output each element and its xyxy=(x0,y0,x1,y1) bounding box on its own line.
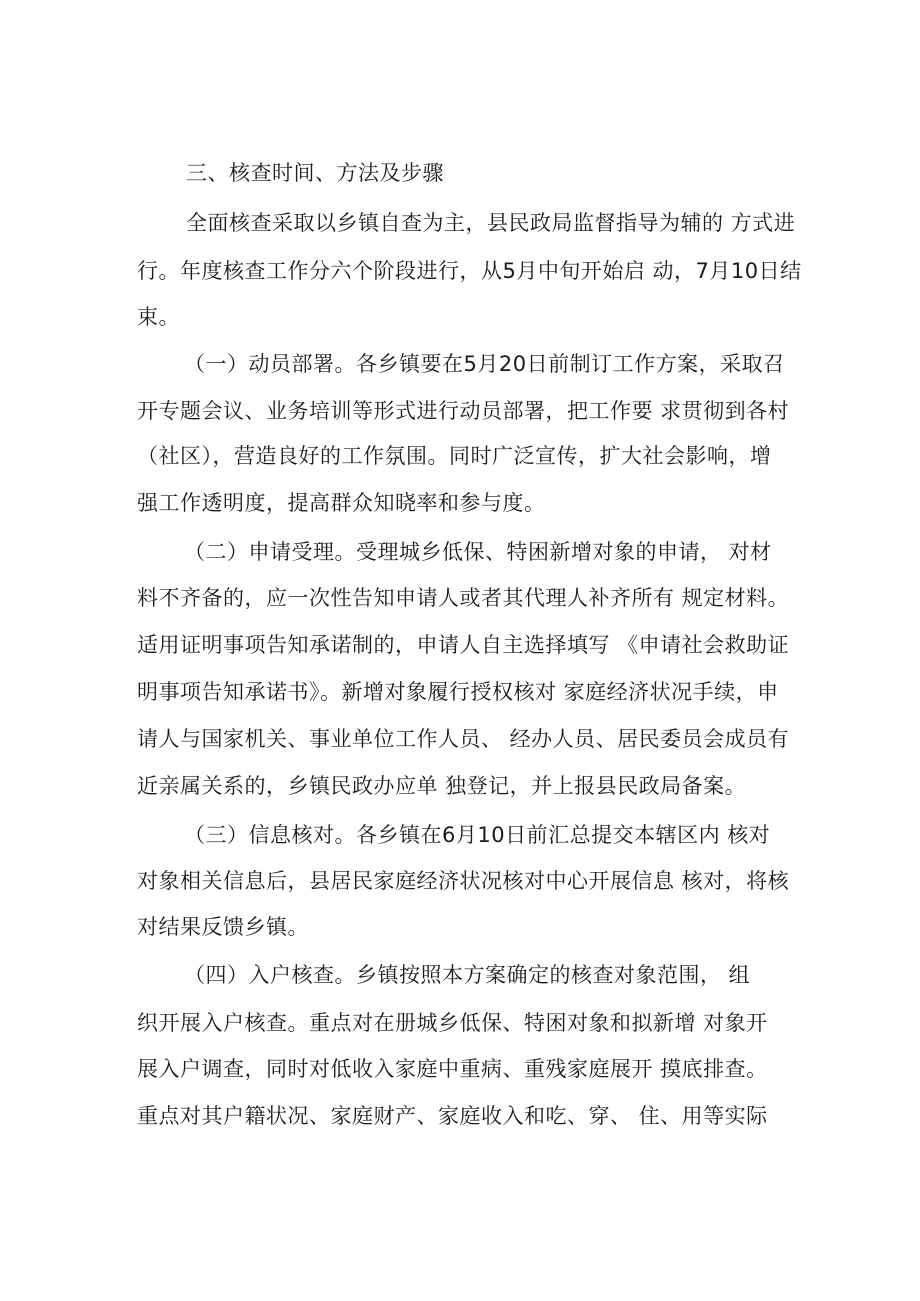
paragraph-line: 对结果反馈乡镇。 xyxy=(137,915,309,939)
paragraph-line: 对象相关信息后，县居民家庭经济状况核对中心开展信息 核对，将核 xyxy=(137,869,790,893)
paragraph-line: （四）入户核查。乡镇按照本方案确定的核查对象范围， 组 xyxy=(184,963,751,987)
paragraph-line: 明事项告知承诺书》。新增对象履行授权核对 家庭经济状况手续，申 xyxy=(137,680,779,704)
paragraph-line: 适用证明事项告知承诺制的，申请人自主选择填写 《申请社会救助证 xyxy=(137,633,790,657)
paragraph-line: 强工作透明度，提高群众知晓率和参与度。 xyxy=(137,491,546,515)
paragraph-line: 全面核查采取以乡镇自查为主，县民政局监督指导为辅的 方式进 xyxy=(186,211,796,235)
paragraph-line: 束。 xyxy=(137,305,180,329)
paragraph-line: 重点对其户籍状况、家庭财产、家庭收入和吃、穿、 住、用等实际 xyxy=(137,1104,768,1128)
paragraph-line: 近亲属关系的，乡镇民政办应单 独登记，并上报县民政局备案。 xyxy=(137,774,747,798)
paragraph-line: 行。年度核查工作分六个阶段进行，从5月中旬开始启 动，7月10日结 xyxy=(137,259,802,283)
section-heading: 三、核查时间、方法及步骤 xyxy=(186,161,444,185)
paragraph-line: （一）动员部署。各乡镇要在5月20日前制订工作方案，采取召 xyxy=(184,352,785,376)
paragraph-line: （三）信息核对。各乡镇在6月10日前汇总提交本辖区内 核对 xyxy=(184,823,771,847)
paragraph-line: 请人与国家机关、事业单位工作人员、 经办人员、居民委员会成员有 xyxy=(137,727,790,751)
paragraph-line: 开专题会议、业务培训等形式进行动员部署，把工作要 求贯彻到各村 xyxy=(137,399,790,423)
paragraph-line: 展入户调查，同时对低收入家庭中重病、重残家庭展开 摸底排查。 xyxy=(137,1057,768,1081)
paragraph-line: （社区），营造良好的工作氛围。同时广泛宣传，扩大社会影响，增 xyxy=(137,444,772,468)
paragraph-line: 织开展入户核查。重点对在册城乡低保、特困对象和拟新增 对象开 xyxy=(137,1011,768,1035)
paragraph-line: （二）申请受理。受理城乡低保、特困新增对象的申请， 对材 xyxy=(184,540,772,564)
paragraph-line: 料不齐备的，应一次性告知申请人或者其代理人补齐所有 规定材料。 xyxy=(137,586,790,610)
